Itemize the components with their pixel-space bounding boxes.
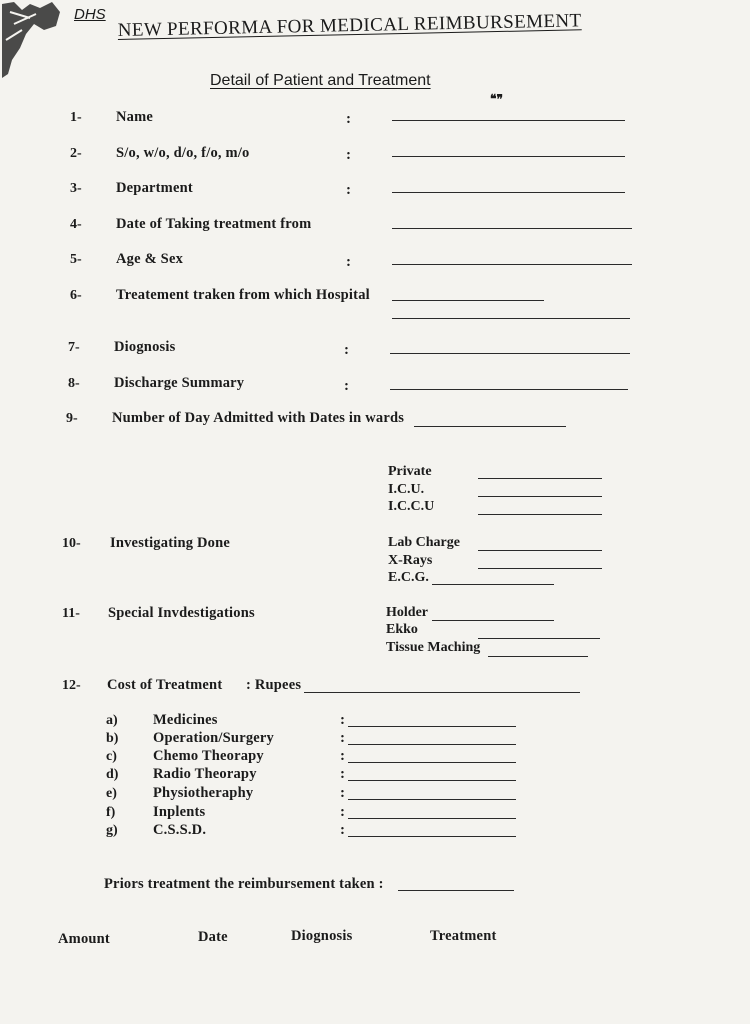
field-number: 8- xyxy=(68,376,80,391)
chemo-entry-line[interactable] xyxy=(348,762,516,763)
ecg-entry-line[interactable] xyxy=(432,584,554,585)
field-colon: : xyxy=(344,342,349,358)
field-number: 12- xyxy=(62,678,81,693)
days-admitted-entry-line[interactable] xyxy=(414,426,566,427)
xray-entry-line[interactable] xyxy=(478,568,602,569)
cost-colon: : xyxy=(340,712,345,728)
field-label-age-sex: Age & Sex xyxy=(116,251,184,267)
cost-item-letter: f) xyxy=(106,805,116,820)
field-label-name: Name xyxy=(116,109,154,125)
iccu-entry-line[interactable] xyxy=(478,514,602,515)
investigation-label-lab: Lab Charge xyxy=(388,535,460,550)
name-entry-line[interactable] xyxy=(392,120,625,121)
cost-total-entry-line[interactable] xyxy=(304,692,580,693)
cost-item-radio: Radio Theorapy xyxy=(153,766,257,782)
cost-item-letter: b) xyxy=(106,731,119,746)
hospital-entry-line-2[interactable] xyxy=(392,318,630,319)
cost-unit-label: : Rupees xyxy=(246,677,302,693)
cost-item-letter: g) xyxy=(106,823,118,838)
page-subtitle: Detail of Patient and Treatment xyxy=(210,72,431,89)
cost-item-inplents: Inplents xyxy=(153,804,206,820)
special-label-tissue: Tissue Maching xyxy=(386,640,481,655)
hospital-entry-line[interactable] xyxy=(392,300,544,301)
field-number: 4- xyxy=(70,217,82,232)
column-header-date: Date xyxy=(198,929,228,945)
investigation-label-xray: X-Rays xyxy=(388,553,433,568)
field-number: 1- xyxy=(70,110,82,125)
cost-item-letter: c) xyxy=(106,749,117,764)
cost-colon: : xyxy=(340,785,345,801)
field-number: 5- xyxy=(70,252,82,267)
radio-entry-line[interactable] xyxy=(348,780,516,781)
cost-item-medicines: Medicines xyxy=(153,712,218,728)
field-number: 2- xyxy=(70,146,82,161)
field-number: 6- xyxy=(70,288,82,303)
field-label-discharge: Discharge Summary xyxy=(114,375,245,391)
investigation-label-ecg: E.C.G. xyxy=(388,570,429,585)
tissue-entry-line[interactable] xyxy=(488,656,588,657)
field-label-days-admitted: Number of Day Admitted with Dates in wards xyxy=(112,410,405,426)
cssd-entry-line[interactable] xyxy=(348,836,516,837)
relation-entry-line[interactable] xyxy=(392,156,625,157)
page-title: NEW PERFORMA FOR MEDICAL REIMBURSEMENT xyxy=(117,10,582,42)
treatment-date-entry-line[interactable] xyxy=(392,228,632,229)
cost-item-cssd: C.S.S.D. xyxy=(153,822,207,838)
field-number: 9- xyxy=(66,411,78,426)
priors-label: Priors treatment the reimbursement taken : xyxy=(104,876,384,892)
field-colon: : xyxy=(346,147,351,163)
field-colon: : xyxy=(346,182,351,198)
priors-entry-line[interactable] xyxy=(398,890,514,891)
corner-stamp-mark xyxy=(0,0,64,80)
column-header-diagnosis: Diognosis xyxy=(291,928,353,944)
cost-colon: : xyxy=(340,822,345,838)
private-entry-line[interactable] xyxy=(478,478,602,479)
cost-item-chemo: Chemo Theorapy xyxy=(153,748,264,764)
field-colon: : xyxy=(346,111,351,127)
field-label-cost: Cost of Treatment xyxy=(107,677,223,693)
cost-colon: : xyxy=(340,730,345,746)
column-header-treatment: Treatment xyxy=(430,928,497,944)
cost-colon: : xyxy=(340,804,345,820)
physio-entry-line[interactable] xyxy=(348,799,516,800)
field-label-diagnosis: Diognosis xyxy=(114,339,176,355)
field-colon: : xyxy=(344,378,349,394)
ward-label-iccu: I.C.C.U xyxy=(388,499,435,514)
field-number: 7- xyxy=(68,340,80,355)
field-number: 3- xyxy=(70,181,82,196)
special-label-ekko: Ekko xyxy=(386,622,418,637)
inplents-entry-line[interactable] xyxy=(348,818,516,819)
medicines-entry-line[interactable] xyxy=(348,726,516,727)
cost-item-letter: e) xyxy=(106,786,117,801)
cost-colon: : xyxy=(340,766,345,782)
discharge-entry-line[interactable] xyxy=(390,389,628,390)
column-header-amount: Amount xyxy=(58,931,110,947)
lab-charge-entry-line[interactable] xyxy=(478,550,602,551)
field-label-investigating: Investigating Done xyxy=(110,535,231,551)
field-label-department: Department xyxy=(116,180,193,196)
cost-item-letter: a) xyxy=(106,713,118,728)
surgery-entry-line[interactable] xyxy=(348,744,516,745)
cost-item-physio: Physiotheraphy xyxy=(153,785,254,801)
stray-mark: ❝❞ xyxy=(490,92,503,106)
special-label-holder: Holder xyxy=(386,605,428,620)
field-label-special: Special Invdestigations xyxy=(108,605,255,621)
field-colon: : xyxy=(346,254,351,270)
field-label-relation: S/o, w/o, d/o, f/o, m/o xyxy=(116,145,250,161)
cost-item-letter: d) xyxy=(106,767,119,782)
holder-entry-line[interactable] xyxy=(432,620,554,621)
ekko-entry-line[interactable] xyxy=(478,638,600,639)
icu-entry-line[interactable] xyxy=(478,496,602,497)
cost-colon: : xyxy=(340,748,345,764)
diagnosis-entry-line[interactable] xyxy=(390,353,630,354)
field-number: 10- xyxy=(62,536,81,551)
cost-item-surgery: Operation/Surgery xyxy=(153,730,275,746)
ward-label-private: Private xyxy=(388,464,432,479)
ward-label-icu: I.C.U. xyxy=(388,482,425,497)
field-number: 11- xyxy=(62,606,80,621)
department-entry-line[interactable] xyxy=(392,192,625,193)
age-sex-entry-line[interactable] xyxy=(392,264,632,265)
field-label-hospital: Treatement traken from which Hospital xyxy=(116,287,370,303)
dhs-note: DHS xyxy=(74,6,106,23)
field-label-treatment-date: Date of Taking treatment from xyxy=(116,216,312,232)
